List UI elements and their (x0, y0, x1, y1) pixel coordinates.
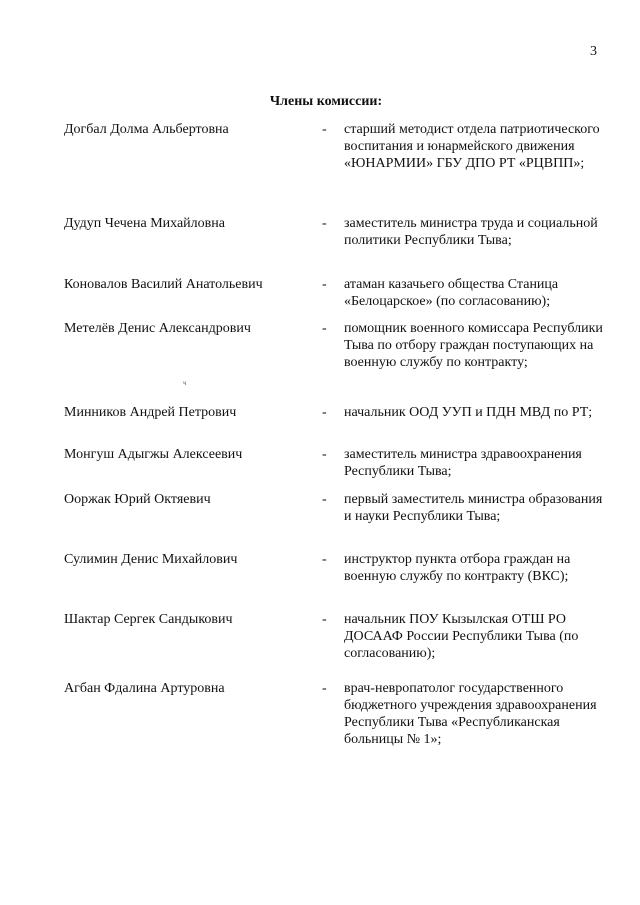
member-position: начальник ПОУ Кызылская ОТШ РО ДОСААФ России Республики Тыва (по согласованию); (344, 612, 579, 661)
member-position: атаман казачьего общества Станица «Белоцарское» (по согласованию); (344, 277, 559, 309)
member-dash: - (322, 681, 327, 696)
member-dash: - (322, 277, 327, 292)
member-position: помощник военного комиссара Республики Тыва по отбору граждан поступающих на военную службу по контракту; (344, 321, 603, 370)
member-position: заместитель министра труда и социальной политики Республики Тыва; (344, 216, 598, 248)
member-dash: - (322, 612, 327, 627)
member-position: первый заместитель министра образования и науки Республики Тыва; (344, 492, 603, 524)
member-dash: - (322, 216, 327, 231)
member-name: Шактар Сергек Сандыкович (64, 612, 233, 627)
member-name: Монгуш Адыгжы Алексеевич (64, 447, 243, 462)
member-dash: - (322, 405, 327, 420)
member-name: Дудуп Чечена Михайловна (64, 216, 225, 231)
member-name: Минников Андрей Петрович (64, 405, 237, 420)
member-name: Агбан Фдалина Артуровна (64, 681, 225, 696)
member-name: Догбал Долма Альбертовна (64, 122, 229, 137)
member-name: Сулимин Денис Михайлович (64, 552, 238, 567)
member-dash: - (322, 122, 327, 137)
section-heading: Члены комиссии: (269, 94, 383, 109)
member-dash: - (322, 552, 327, 567)
member-position: старший методист отдела патриотического воспитания и юнармейского движения «ЮНАРМИИ» ГБУ ДПО РТ «РЦВПП»; (344, 122, 600, 171)
member-position: инструктор пункта отбора граждан на военную службу по контракту (ВКС); (344, 552, 571, 584)
member-position: начальник ООД УУП и ПДН МВД по РТ; (344, 405, 593, 420)
member-dash: - (322, 447, 327, 462)
member-dash: - (322, 492, 327, 507)
member-name: Метелёв Денис Александрович (64, 321, 251, 336)
member-name: Коновалов Василий Анатольевич (64, 277, 263, 292)
stray-mark: ч (183, 379, 187, 387)
member-position: заместитель министра здравоохранения Республики Тыва; (344, 447, 582, 479)
member-name: Ооржак Юрий Октяевич (64, 492, 211, 507)
member-dash: - (322, 321, 327, 336)
page-number: 3 (590, 44, 597, 59)
member-position: врач-невропатолог государственного бюджетного учреждения здравоохранения Республики Тыва «Республиканская больницы № 1»; (344, 681, 597, 747)
